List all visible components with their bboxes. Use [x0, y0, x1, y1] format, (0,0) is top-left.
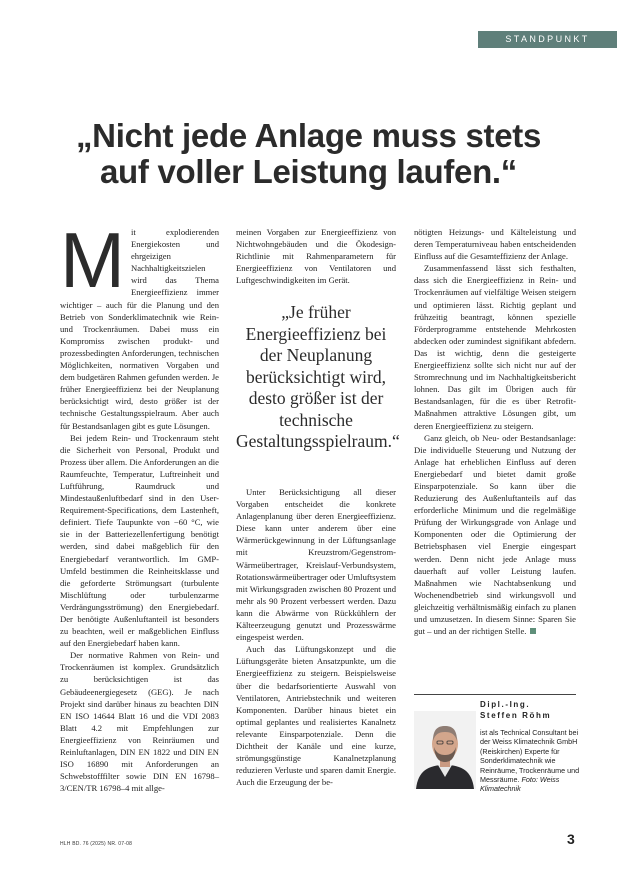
- article-column-2-bottom: [236, 486, 396, 788]
- page-number: 3: [567, 831, 575, 847]
- article-column-3: [414, 226, 576, 637]
- drop-cap: M: [60, 216, 125, 304]
- paragraph: meinen Vorgaben zur Energieeffizienz von Nichtwohngebäuden und die Ökodesign-Richtlinie mit Rahmenparametern für Energieeffizienz von Ventilatoren und Luftgeschwindigkeiten im Gerät.: [236, 227, 396, 286]
- author-fullname: Steffen Röhm: [480, 711, 552, 720]
- section-tag: STANDPUNKT: [478, 31, 617, 48]
- paragraph-text: Ganz gleich, ob Neu- oder Bestandsanlage: Die individuelle Steuerung und Nutzung der Anlage hat erheblichen Einfluss auf deren Energiebedarf und bietet damit große Einsparpotenziale. So kann über die Reduzierung des Außenluftanteils auf das erforderliche Minimum und die regelmäßige Prüfung der Wirkungsgrade von Anlage und Komponenten oder die Optimierung der Betriebsphasen viel Energie eingespart werden. Denn nicht jede Anlage muss dauerhaft auf voller Leistung laufen. Maßnahmen wie Nachtabsenkung und Wochenendbetrieb sind wirkungsvoll und gleichzeitig verhältnismäßig einfach zu planen und umzusetzen. In diesem Sinne: Sparen Sie gut – und an der richtigen Stelle.: [414, 432, 576, 637]
- headline-line-2: auf voller Leistung laufen.“: [100, 153, 517, 190]
- paragraph-text: it explodierenden Energiekosten und ehrgeizigen Nachhaltigkeitszielen wird das Thema Energieeffizienz immer wichtiger – auch für die Planung und den Betrieb von Sonderklimatechnik wie Rein- und Trockenräumen. Dabei muss ein Kompromiss zwischen produkt- und prozessbedingten Anforderungen, technischen Möglichkeiten, normativen Vorgaben und dem budgetären Rahmen gefunden werden. Je früher Energieeffizienz bei der Neuplanung berücksichtigt wird, desto größer ist der technische Gestaltungsspielraum. Aber auch für Bestandsanlagen gibt es gute Lösungen.: [60, 227, 219, 431]
- author-photo: [414, 711, 476, 789]
- paragraph: Unter Berücksichtigung all dieser Vorgaben entscheidet die konkrete Anlagenplanung über deren Energieeffizienz. Diese kann unter anderem über eine Wärmerückgewinnung in der Lüftungsanlage mit Kreuzstrom/Gegenstrom-Wärmeübertrager, Kreislauf-Verbundsystem, Rotationswärmeübertrager oder Umluftsystem mit Wirkungsgraden zwischen 80 Prozent und mehr als 90 Prozent verbessert werden. Dazu kann die Abwärme von Rückkühlern der Kälteerzeugung genutzt und Prozesswärme eingespeist werden.: [236, 487, 396, 643]
- pull-quote: „Je früher Energieeffizienz bei der Neuplanung berücksichtigt wird, desto größer ist der technische Gestaltungsspielraum.“: [236, 302, 400, 451]
- footer-citation: HLH BD. 76 (2025) NR. 07-08: [60, 841, 133, 847]
- end-mark-icon: [530, 628, 536, 634]
- paragraph: Bei jedem Rein- und Trockenraum steht die Sicherheit von Personal, Produkt und Prozess über allem. Die Anforderungen an die Raumfeuchte, Temperatur, Luftreinheit und Luftführung, Raumdruck und Mindestaußenluftbedarf sind in den User-Requirement-Specifications, dem Lastenheft, definiert. Tiefe Taupunkte von −60 °C, wie sie in der Batteriezellenfertigung benötigt werden, sind dabei maßgeblich für den Energiebedarf verantwortlich. Im GMP-Umfeld bestimmen die Reinheitsklasse und die geforderte Strömungsart (turbulente Mischlüftung oder turbulenzarme Verdrängungsströmung) den Energiebedarf. Der benötigte Außenluftanteil ist besonders zu beachten, weil er maßgeblichen Einfluss auf den Energiebedarf haben kann.: [60, 432, 219, 649]
- article-column-2-top: [236, 226, 396, 286]
- author-title: Dipl.-Ing.: [480, 700, 531, 709]
- photo-credit: Foto: Weiss Klimatechnik: [480, 775, 560, 794]
- paragraph: nötigten Heizungs- und Kälteleistung und deren Temperaturniveau haben entscheidenden Einfluss auf die Gesamteffizienz der Anlage.: [414, 227, 576, 262]
- paragraph-intro: [60, 216, 219, 432]
- author-bio-text: ist als Technical Consultant bei der Weiss Klimatechnik GmbH (Reiskirchen) Experte für Sonderklimatechnik wie Reinräume, Trockenräume und Messräume.: [480, 728, 580, 785]
- headline-line-1: „Nicht jede Anlage muss stets: [75, 117, 542, 154]
- article-column-1: [60, 216, 219, 794]
- author-portrait-icon: [414, 711, 476, 789]
- paragraph: Der normative Rahmen von Rein- und Trockenräumen ist komplex. Grundsätzlich zu berücksichtigen ist das Gebäudeenergiegesetz (GEG). Je nach Projekt sind darüber hinaus zu beachten DIN EN ISO 14644 Blatt 16 und die VDI 2083 Blatt 4.2 mit Empfehlungen zur Energieeffizienz von Reinräumen und Reinluftanlagen, DIN EN 1822 und DIN EN ISO 16890 mit Anforderungen an Schwebstofffilter sowie DIN EN 16798–3/CEN/TR 16798–4 mit allge-: [60, 650, 219, 794]
- paragraph-last: [414, 432, 576, 638]
- headline: [40, 118, 577, 190]
- paragraph: Zusammenfassend lässt sich festhalten, dass sich die Energieeffizienz in Rein- und Trockenräumen auf vielfältige Weisen steigern und optimieren lässt. Richtig geplant und frühzeitig beantragt, können spezielle Förderprogramme entstehende Mehrkosten abdecken oder zumindest signifikant abfedern. Das ist wichtig, denn die gesteigerte Energieeffizienz sollte sich nicht nur auf der Stromrechnung und im Nachhaltigkeitsbericht lohnen. Das gilt im Übrigen auch für Bestandsanlagen, für die es über Retrofit-Maßnahmen attraktive Lösungen gibt, um deren Energieeffizienz zu steigern.: [414, 263, 576, 431]
- author-name: [480, 699, 551, 721]
- author-divider: [414, 694, 576, 695]
- paragraph: Auch das Lüftungskonzept und die Lüftungsgeräte bieten Ansatzpunkte, um die Energieeffizienz zu steigern. Beispielsweise über die bedarfsorientierte Auswahl von Ventilatoren, Antriebstechnik und weiteren Komponenten. Darüber hinaus bietet ein optimal geplantes und realisiertes Kanalnetz relevante Einsparpotenziale. Denn die Dichtheit der Kanäle und eine kurze, strömungsgünstige Kanalnetzplanung reduzieren Verluste und sparen damit Energie. Auch die Erzeugung der be-: [236, 644, 396, 788]
- author-bio: [480, 728, 580, 794]
